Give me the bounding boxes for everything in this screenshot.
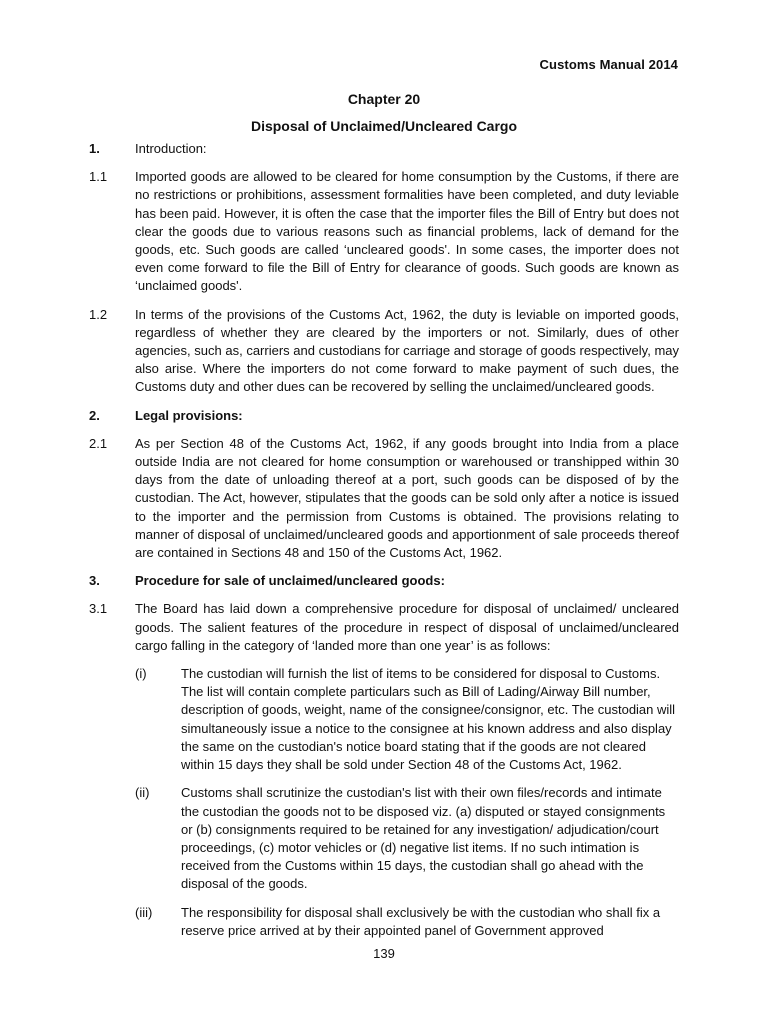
section-number: 3. — [89, 573, 100, 589]
list-item-number: (ii) — [135, 785, 150, 801]
section-number: 2. — [89, 407, 100, 423]
list-item-text: Customs shall scrutinize the custodian's list with their own files/records and intimate the custodian the goods not to be disposed viz. (a) disputed or stayed consignments or (b) consignments required to be retained for any investigation/ adjudication/court proceedings, (c) motor vehicles or (d) negative list items. If no such intimation is received from the Customs within 15 days, the custodian shall go ahead with the disposal of the goods. — [181, 785, 666, 892]
list-item-iii — [135, 904, 679, 940]
paragraph-3-1 — [89, 600, 679, 655]
chapter-subtitle: Disposal of Unclaimed/Uncleared Cargo — [250, 118, 518, 134]
list-item-number: (iii) — [135, 904, 153, 920]
section-heading-1 — [89, 140, 679, 158]
paragraph-1-1 — [89, 168, 679, 295]
section-heading-text: Introduction: — [135, 141, 207, 156]
paragraph-2-1 — [89, 435, 679, 562]
section-heading-3 — [89, 572, 679, 590]
list-item-ii — [135, 784, 679, 893]
section-heading-text: Procedure for sale of unclaimed/uncleared goods: — [135, 573, 445, 589]
list-item-i — [135, 665, 679, 774]
paragraph-text: In terms of the provisions of the Customs Act, 1962, the duty is leviable on imported goods, regardless of whether they are cleared by the importers or not. Similarly, dues of other agencies, such as, carriers and custodians for carriage and storage of goods respectively, may also arise. Where the importers do not come forward to make payment of such dues, the Customs duty and other dues can be recovered by selling the unclaimed/uncleared goods. — [135, 306, 679, 395]
chapter-title: Chapter 20 — [347, 91, 421, 107]
paragraph-text: Imported goods are allowed to be cleared for home consumption by the Customs, if there are no restrictions or prohibitions, assessment formalities have been completed, and duty leviable has been paid. However, it is often the case that the importer files the Bill of Entry but does not clear the goods due to various reasons such as financial problems, lack of demand for the goods, etc. Such goods are called ‘uncleared goods'. In some cases, the importer does not even come forward to file the Bill of Entry for clearance of goods. Such goods are known as ‘unclaimed goods'. — [135, 169, 679, 294]
paragraph-number: 2.1 — [89, 435, 108, 451]
page-number: 139 — [373, 946, 395, 961]
list-item-text: The responsibility for disposal shall exclusively be with the custodian who shall fix a reserve price arrived at by their appointed panel of Government approved — [181, 904, 661, 938]
section-number: 1. — [89, 141, 100, 156]
paragraph-text: As per Section 48 of the Customs Act, 1962, if any goods brought into India from a place outside India are not cleared for home consumption or warehoused or transhipped within 30 days from the date of unloading thereof at a port, such goods can be disposed of by the custodian. The Act, however, stipulates that the goods can be sold only after a notice is issued to the importer and the permission from Customs is obtained. The provisions relating to manner of disposal of unclaimed/uncleared goods and apportionment of sale proceeds thereof are contained in Sections 48 and 150 of the Customs Act, 1962. — [135, 435, 679, 561]
section-heading-text: Legal provisions: — [135, 407, 243, 423]
list-item-text: The custodian will furnish the list of items to be considered for disposal to Customs. The list will contain complete particulars such as Bill of Lading/Airway Bill number, description of goods, weight, name of the consignee/consignor, etc. The custodian will simultaneously issue a notice to the consignee at his known address and also display the same on the custodian's notice board stating that if the goods are not cleared within 15 days they shall be sold under Section 48 of the Customs Act, 1962. — [181, 666, 676, 773]
paragraph-number: 1.1 — [89, 169, 108, 185]
section-heading-2 — [89, 407, 679, 425]
list-item-number: (i) — [135, 666, 147, 682]
paragraph-number: 1.2 — [89, 306, 108, 322]
paragraph-number: 3.1 — [89, 601, 108, 617]
paragraph-text: The Board has laid down a comprehensive procedure for disposal of unclaimed/ uncleared goods. The salient features of the procedure in respect of disposal of unclaimed/uncleared cargo falling in the category of ‘landed more than one year’ is as follows: — [135, 601, 679, 653]
document-body — [89, 140, 679, 950]
manual-title: Customs Manual 2014 — [539, 57, 678, 72]
paragraph-1-2 — [89, 306, 679, 397]
